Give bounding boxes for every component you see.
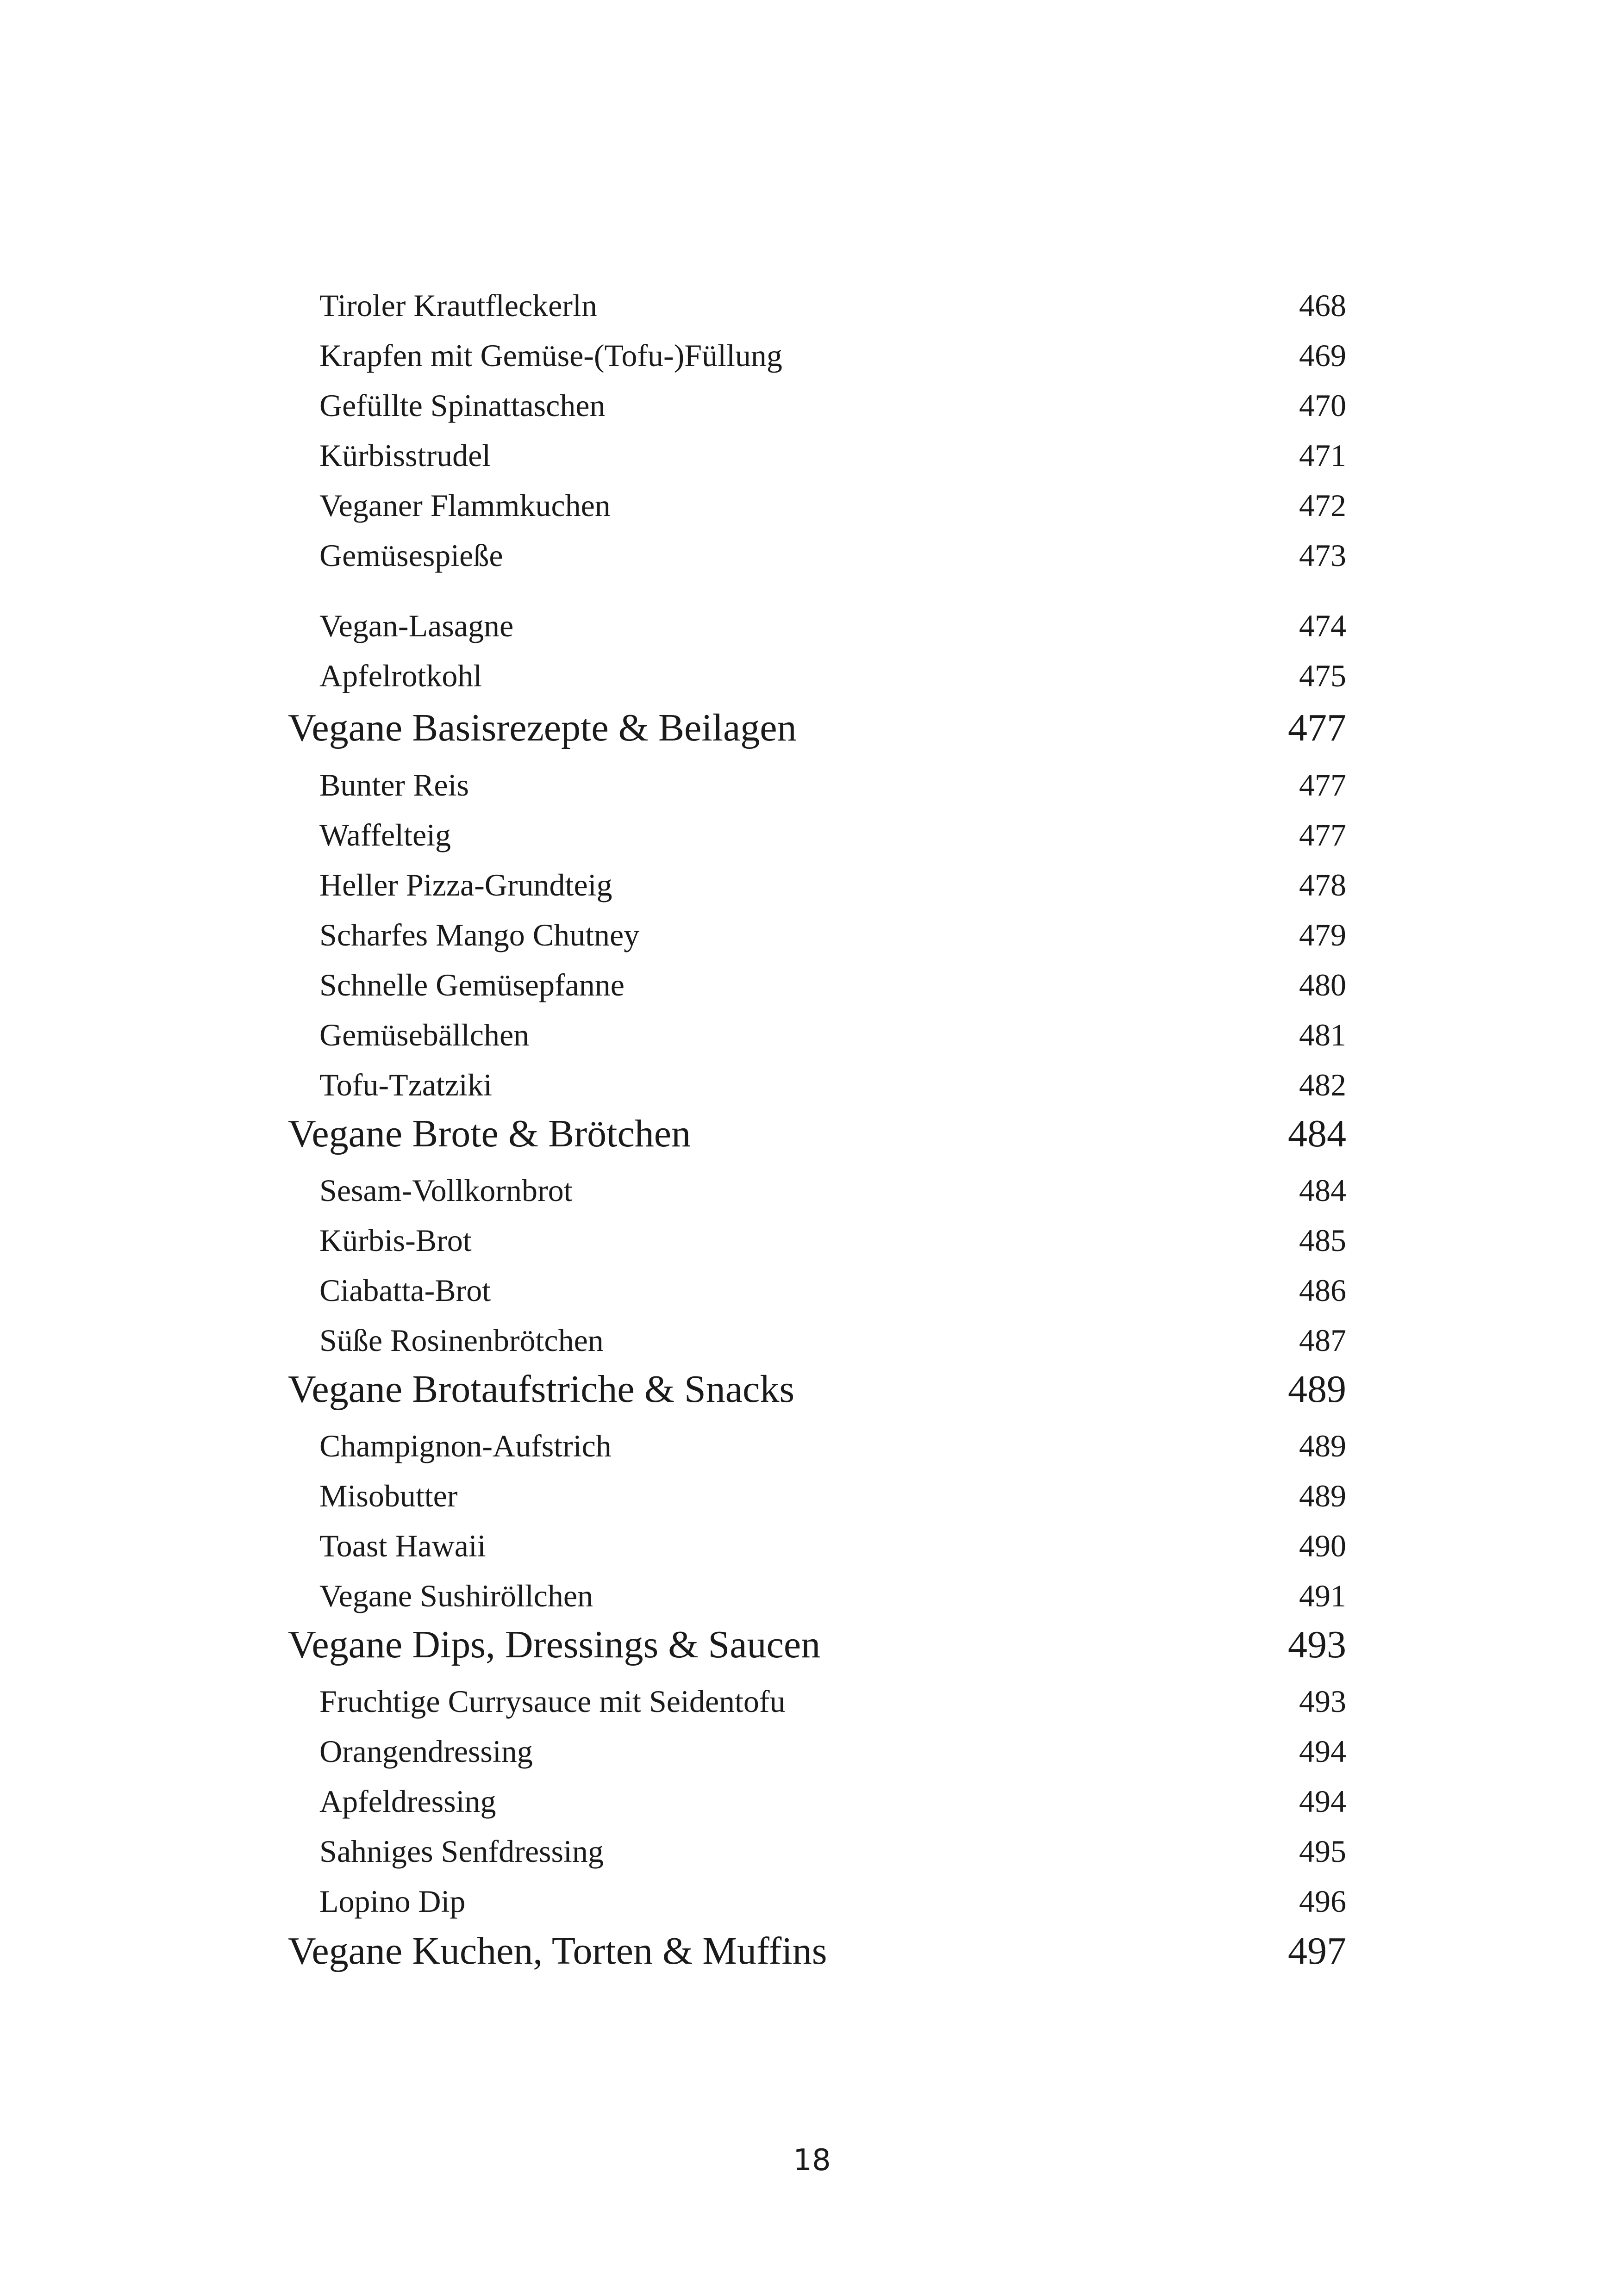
toc-entry-page: 481 bbox=[1299, 1017, 1346, 1052]
toc-entry-page: 487 bbox=[1299, 1323, 1346, 1358]
toc-entry-page: 491 bbox=[1299, 1578, 1346, 1613]
toc-section-page: 493 bbox=[1288, 1623, 1346, 1666]
toc-section-title: Vegane Dips, Dressings & Saucen bbox=[288, 1623, 821, 1666]
toc-entry-title: Waffelteig bbox=[319, 817, 451, 852]
toc-entry-page: 494 bbox=[1299, 1784, 1346, 1819]
toc-entry-title: Kürbisstrudel bbox=[319, 438, 491, 473]
toc-entry-page: 475 bbox=[1299, 658, 1346, 693]
toc-section-page: 484 bbox=[1288, 1112, 1346, 1155]
toc-entry-title: Champignon-Aufstrich bbox=[319, 1428, 612, 1463]
toc-entry-page: 482 bbox=[1299, 1067, 1346, 1102]
toc-entry-title: Toast Hawaii bbox=[319, 1528, 486, 1563]
toc-entry-page: 470 bbox=[1299, 388, 1346, 423]
page-number: 18 bbox=[793, 2143, 831, 2178]
toc-entry-page: 485 bbox=[1299, 1223, 1346, 1258]
toc-entry-title: Krapfen mit Gemüse-(Tofu-)Füllung bbox=[319, 338, 782, 373]
toc-entry-page: 484 bbox=[1299, 1173, 1346, 1208]
toc-section-title: Vegane Basisrezepte & Beilagen bbox=[288, 706, 797, 749]
toc-entry-title: Bunter Reis bbox=[319, 767, 469, 803]
toc-section-page: 489 bbox=[1288, 1368, 1346, 1411]
toc-entry-title: Sesam-Vollkornbrot bbox=[319, 1173, 573, 1208]
toc-entry-page: 493 bbox=[1299, 1684, 1346, 1719]
toc-entry-title: Ciabatta-Brot bbox=[319, 1273, 491, 1308]
toc-entry-page: 486 bbox=[1299, 1273, 1346, 1308]
toc-entry-title: Sahniges Senfdressing bbox=[319, 1834, 604, 1869]
toc-entry-title: Misobutter bbox=[319, 1478, 458, 1513]
toc-entry-title: Apfeldressing bbox=[319, 1784, 496, 1819]
toc-entry-title: Scharfes Mango Chutney bbox=[319, 917, 640, 952]
toc-entry-page: 477 bbox=[1299, 817, 1346, 852]
toc-entry-page: 473 bbox=[1299, 538, 1346, 573]
toc-entry-page: 496 bbox=[1299, 1884, 1346, 1919]
toc-entry-title: Tofu-Tzatziki bbox=[319, 1067, 492, 1102]
toc-entry-title: Apfelrotkohl bbox=[319, 658, 482, 693]
toc-entry-title: Vegane Sushiröllchen bbox=[319, 1578, 593, 1613]
toc-entry-title: Vegan-Lasagne bbox=[319, 608, 514, 643]
toc-entry-title: Orangendressing bbox=[319, 1734, 533, 1769]
toc-entry-page: 474 bbox=[1299, 608, 1346, 643]
toc-entry-page: 489 bbox=[1299, 1478, 1346, 1513]
toc-entry-title: Gefüllte Spinattaschen bbox=[319, 388, 606, 423]
toc-entry-page: 495 bbox=[1299, 1834, 1346, 1869]
toc-section-page: 477 bbox=[1288, 706, 1346, 749]
toc-entry-page: 478 bbox=[1299, 867, 1346, 902]
toc-entry-page: 490 bbox=[1299, 1528, 1346, 1563]
toc-entry-title: Veganer Flammkuchen bbox=[319, 488, 611, 523]
toc-entry-title: Tiroler Krautfleckerln bbox=[319, 288, 597, 323]
toc-entry-title: Heller Pizza-Grundteig bbox=[319, 867, 612, 902]
toc-entry-page: 469 bbox=[1299, 338, 1346, 373]
toc-entry-title: Schnelle Gemüsepfanne bbox=[319, 967, 625, 1002]
toc-entry-page: 468 bbox=[1299, 288, 1346, 323]
toc-entry-title: Gemüsespieße bbox=[319, 538, 503, 573]
toc-entry-page: 472 bbox=[1299, 488, 1346, 523]
toc-section-title: Vegane Brote & Brötchen bbox=[288, 1112, 691, 1155]
toc-section-page: 497 bbox=[1288, 1929, 1346, 1972]
toc-entry-title: Kürbis-Brot bbox=[319, 1223, 472, 1258]
toc-entry-title: Süße Rosinenbrötchen bbox=[319, 1323, 604, 1358]
toc-entry-page: 494 bbox=[1299, 1734, 1346, 1769]
toc-section-title: Vegane Kuchen, Torten & Muffins bbox=[288, 1929, 827, 1972]
toc-entry-page: 471 bbox=[1299, 438, 1346, 473]
toc-entry-page: 489 bbox=[1299, 1428, 1346, 1463]
toc-section-title: Vegane Brotaufstriche & Snacks bbox=[288, 1368, 795, 1411]
toc-entry-page: 479 bbox=[1299, 917, 1346, 952]
toc-entry-page: 480 bbox=[1299, 967, 1346, 1002]
toc-entry-title: Lopino Dip bbox=[319, 1884, 466, 1919]
toc-entry-title: Gemüsebällchen bbox=[319, 1017, 530, 1052]
toc-entry-page: 477 bbox=[1299, 767, 1346, 803]
toc-entry-title: Fruchtige Currysauce mit Seidentofu bbox=[319, 1684, 786, 1719]
